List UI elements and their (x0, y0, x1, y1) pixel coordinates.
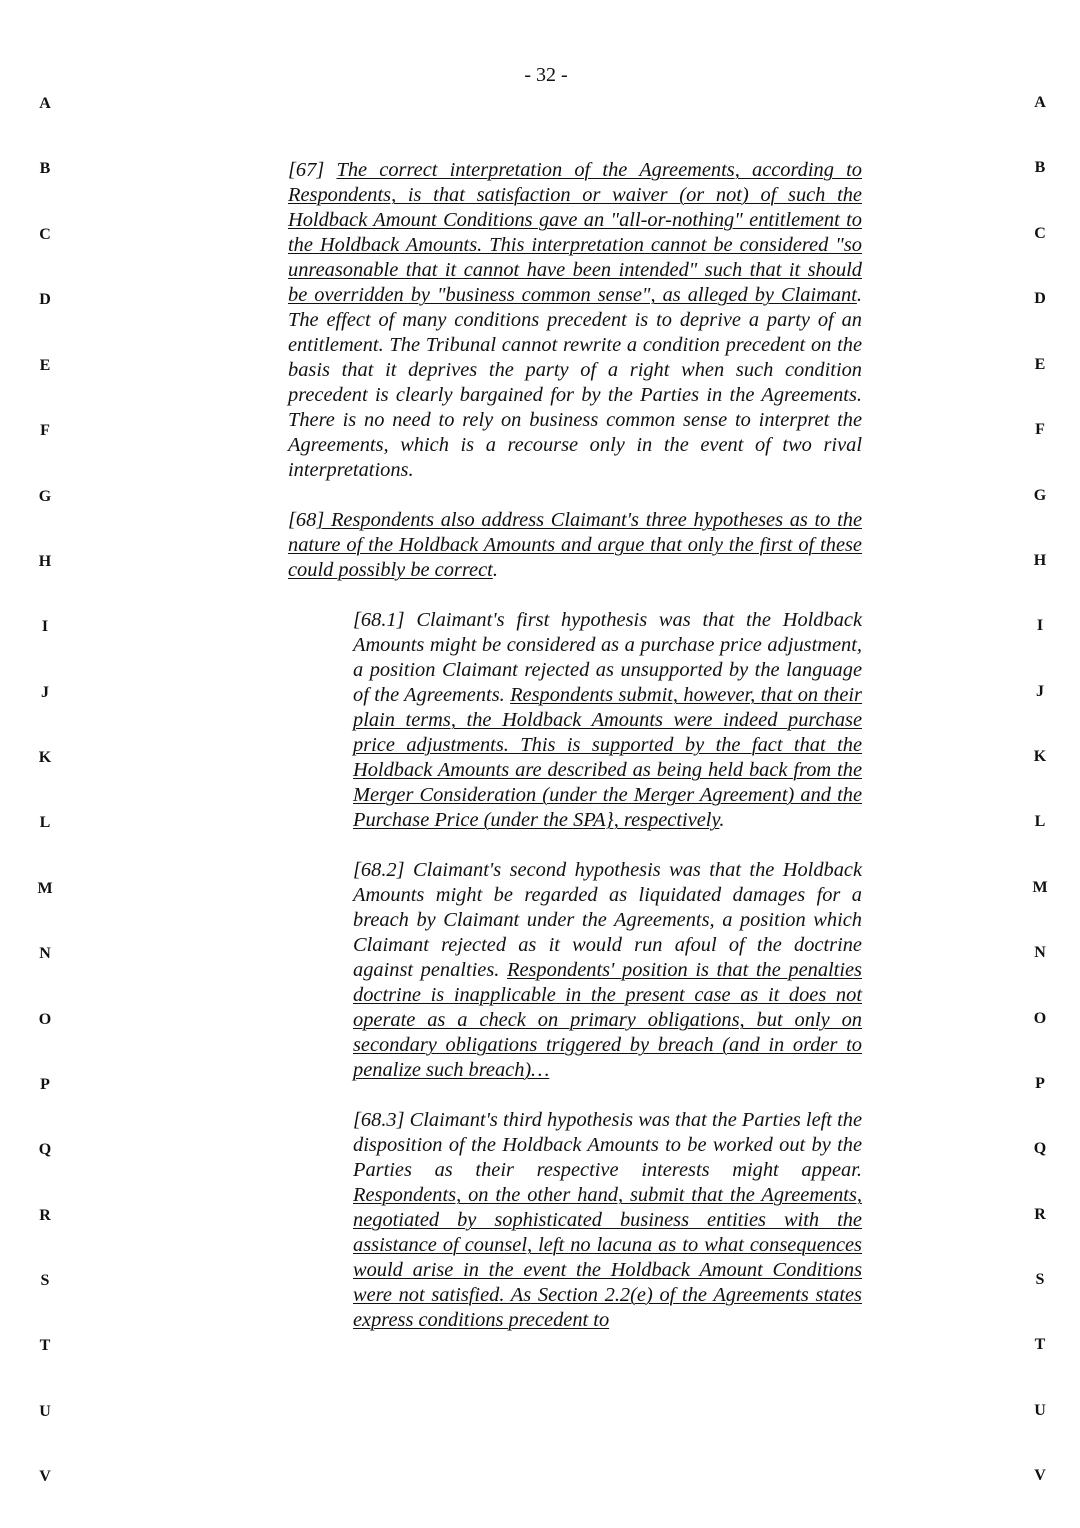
margin-letter: B (39, 160, 51, 177)
margin-letter: G (1033, 487, 1047, 504)
underlined-text: Respondents, on the other hand, submit that the Agreements, negotiated by sophisticated business entities with the assistance of counsel, left no lacuna as to what consequences would arise in the event the Holdback Amount Conditions were not satisfied. As Section 2.2(e) of the Agreements states express conditions precedent to (353, 1184, 862, 1331)
margin-letter: T (39, 1337, 51, 1354)
paragraph-text: [68.1] Claimant's first hypothesis was that the Holdback Amounts might be considered as a purchase price adjustment, a position Claimant rejected as unsupported by the language of the Agreements. (353, 609, 862, 706)
underlined-text: ] Respondents also address Claimant's three hypotheses as to the nature of the Holdback Amounts and argue that only the first of these could possibly be correct (288, 509, 862, 581)
margin-letter: U (39, 1403, 51, 1420)
paragraph-text: [68.3] Claimant's third hypothesis was that the Parties left the disposition of the Holdback Amounts to be worked out by the Parties as their respective interests might appear. (353, 1109, 862, 1181)
margin-letter: K (1033, 748, 1047, 765)
paragraph-text: [68.2] Claimant's second hypothesis was that the Holdback Amounts might be regarded as liquidated damages for a breach by Claimant under the Agreements, a position which Claimant rejected as it would run afoul of the doctrine against penalties. (353, 859, 862, 981)
margin-letter: V (1034, 1467, 1046, 1484)
margin-letter: J (1036, 683, 1044, 700)
margin-letter: P (1035, 1075, 1045, 1092)
margin-letter: D (39, 291, 51, 308)
paragraph-68-1 (353, 608, 862, 833)
paragraph-67 (288, 158, 862, 483)
margin-letter: P (40, 1076, 50, 1093)
margin-letter: L (1034, 813, 1046, 830)
margin-letter: Q (1033, 1140, 1047, 1157)
margin-letter: O (1033, 1010, 1047, 1027)
margin-letter: F (1035, 421, 1045, 438)
margin-letter: A (39, 95, 51, 112)
margin-letter: D (1034, 290, 1046, 307)
underlined-text: Respondents' position is that the penalties doctrine is inapplicable in the present case as it does not operate as a check on primary obligations, but only on secondary obligations triggered by breach (and in order to penalize such breach)… (353, 959, 862, 1081)
margin-letter: M (1032, 879, 1048, 896)
paragraph-text: . The effect of many conditions precedent is to deprive a party of an entitlement. The Tribunal cannot rewrite a condition precedent on the basis that it deprives the party of a right when such condition precedent is clearly bargained for by the Parties in the Agreements. There is no need to rely on business common sense to interpret the Agreements, which is a recourse only in the event of two rival interpretations. (288, 284, 862, 481)
margin-letter: V (39, 1468, 51, 1485)
paragraph-text: [68 (288, 509, 317, 531)
underlined-text: Respondents submit, however, that on their plain terms, the Holdback Amounts were indeed purchase price adjustments. This is supported by the fact that the Holdback Amounts are described as being held back from the Merger Consideration (under the Merger Agreement) and the Purchase Price (under the SPA}, respectively (353, 684, 862, 831)
margin-letter: M (37, 880, 53, 897)
margin-letter: L (39, 814, 51, 831)
paragraph-text: . (719, 809, 725, 831)
margin-letter: H (1033, 552, 1047, 569)
judgment-body (288, 158, 862, 1358)
margin-letter: N (1034, 944, 1046, 961)
margin-letter: T (1034, 1336, 1046, 1353)
left-margin-letters (30, 0, 60, 1528)
margin-letter: U (1034, 1402, 1046, 1419)
paragraph-68-2 (353, 858, 862, 1083)
underlined-text: The correct interpretation of the Agreements, according to Respondents, is that satisfaction or waiver (or not) of such the Holdback Amount Conditions gave an "all-or-nothing" entitlement to the Holdback Amounts. This interpretation cannot be considered "so unreasonable that it cannot have been intended" such that it should be overridden by "business common sense", as alleged by Claimant (288, 159, 862, 306)
margin-letter: B (1034, 159, 1046, 176)
margin-letter: S (1035, 1271, 1045, 1288)
margin-letter: K (38, 749, 52, 766)
margin-letter: F (40, 422, 50, 439)
margin-letter: H (38, 553, 52, 570)
paragraph-text: . (492, 559, 498, 581)
margin-letter: O (38, 1011, 52, 1028)
right-margin-letters (1025, 0, 1055, 1528)
margin-letter: E (39, 357, 51, 374)
margin-letter: I (1036, 617, 1044, 634)
margin-letter: Q (38, 1141, 52, 1158)
margin-letter: C (39, 226, 51, 243)
page-number: - 32 - (524, 64, 568, 86)
margin-letter: J (41, 684, 49, 701)
margin-letter: R (1034, 1206, 1046, 1223)
margin-letter: G (38, 488, 52, 505)
margin-letter: C (1034, 225, 1046, 242)
margin-letter: S (40, 1272, 50, 1289)
margin-letter: I (41, 618, 49, 635)
paragraph-68-3 (353, 1108, 862, 1333)
paragraph-text: [67] (288, 159, 337, 181)
margin-letter: E (1034, 356, 1046, 373)
margin-letter: N (39, 945, 51, 962)
paragraph-68 (288, 508, 862, 583)
margin-letter: R (39, 1207, 51, 1224)
margin-letter: A (1034, 94, 1046, 111)
